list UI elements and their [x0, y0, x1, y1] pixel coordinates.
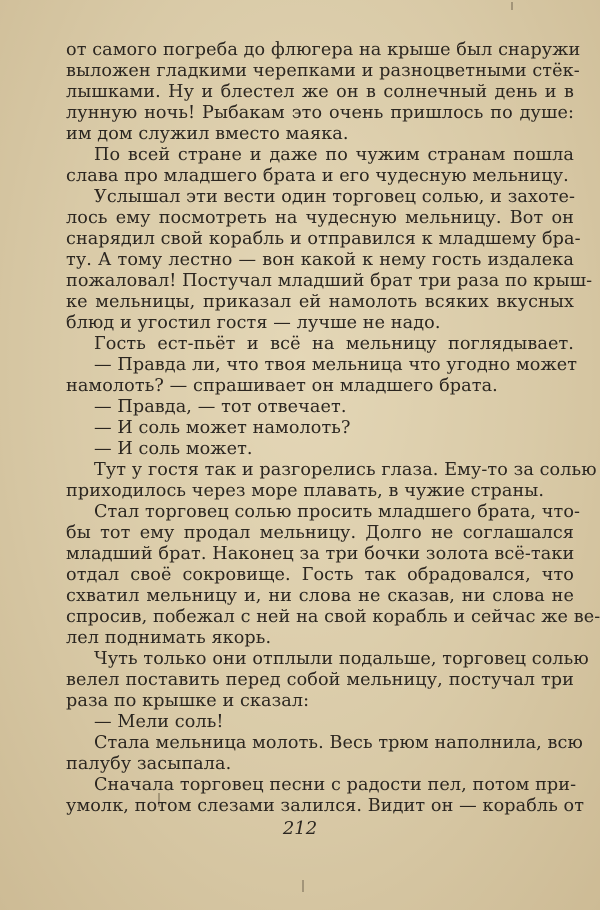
text-line: блюд и угостил гостя — лучше не надо. — [66, 313, 441, 333]
text-line: лышками. Ну и блестел же он в солнечный день и в — [66, 82, 574, 102]
text-line: ту. А тому лестно — вон какой к нему гость издалека — [66, 250, 574, 270]
text-line: велел поставить перед собой мельницу, постучал три — [66, 670, 574, 690]
text-line: — Мели соль! — [94, 712, 224, 732]
text-line: приходилось через море плавать, в чужие страны. — [66, 481, 545, 501]
text-line: — И соль может намолоть? — [94, 418, 351, 438]
text-line: лел поднимать якорь. — [66, 628, 272, 648]
text-line: снарядил свой корабль и отправился к младшему бра- — [66, 229, 581, 249]
text-line: пожаловал! Постучал младший брат три раза по крыш- — [66, 271, 593, 291]
body-text — [66, 40, 600, 817]
text-line: им дом служил вместо маяка. — [66, 124, 349, 144]
text-line: По всей стране и даже по чужим странам пошла — [94, 145, 574, 165]
text-line: ке мельницы, приказал ей намолоть всяких вкусных — [66, 292, 574, 312]
paper-speck — [511, 2, 513, 10]
paper-speck — [302, 880, 304, 892]
text-line: Стал торговец солью просить младшего брата, что- — [94, 502, 581, 522]
text-line: раза по крышке и сказал: — [66, 691, 310, 711]
text-line: Тут у гостя так и разгорелись глаза. Ему-то за солью — [94, 460, 597, 480]
text-line: слава про младшего брата и его чудесную мельницу. — [66, 166, 569, 186]
text-line: намолоть? — спрашивает он младшего брата. — [66, 376, 498, 396]
text-line: — Правда, — тот отвечает. — [94, 397, 347, 417]
text-line: лунную ночь! Рыбакам это очень пришлось по душе: — [66, 103, 574, 123]
text-line: — И соль может. — [94, 439, 253, 459]
text-line: умолк, потом слезами залился. Видит он — корабль от — [66, 796, 585, 816]
text-line: лось ему посмотреть на чудесную мельницу. Вот он — [66, 208, 574, 228]
text-line: спросив, побежал с ней на свой корабль и сейчас же ве- — [66, 607, 600, 627]
text-line: выложен гладкими черепками и разноцветными стёк- — [66, 61, 580, 81]
text-line: от самого погреба до флюгера на крыше был снаружи — [66, 40, 581, 60]
text-line: схватил мельницу и, ни слова не сказав, ни слова не — [66, 586, 574, 606]
text-line: Стала мельница молоть. Весь трюм наполнила, всю — [94, 733, 583, 753]
text-line: палубу засыпала. — [66, 754, 232, 774]
page-number: 212 — [282, 818, 318, 839]
text-line: Услышал эти вести один торговец солью, и захоте- — [94, 187, 576, 207]
text-line: младший брат. Наконец за три бочки золота всё-таки — [66, 544, 575, 564]
text-line: отдал своё сокровище. Гость так обрадовался, что — [66, 565, 574, 585]
text-line: Гость ест-пьёт и всё на мельницу поглядывает. — [94, 334, 574, 354]
text-line: бы тот ему продал мельницу. Долго не соглашался — [66, 523, 574, 543]
text-line: — Правда ли, что твоя мельница что угодно может — [94, 355, 578, 375]
text-line: Чуть только они отплыли подальше, торговец солью — [94, 649, 589, 669]
text-line: Сначала торговец песни с радости пел, потом при- — [94, 775, 577, 795]
